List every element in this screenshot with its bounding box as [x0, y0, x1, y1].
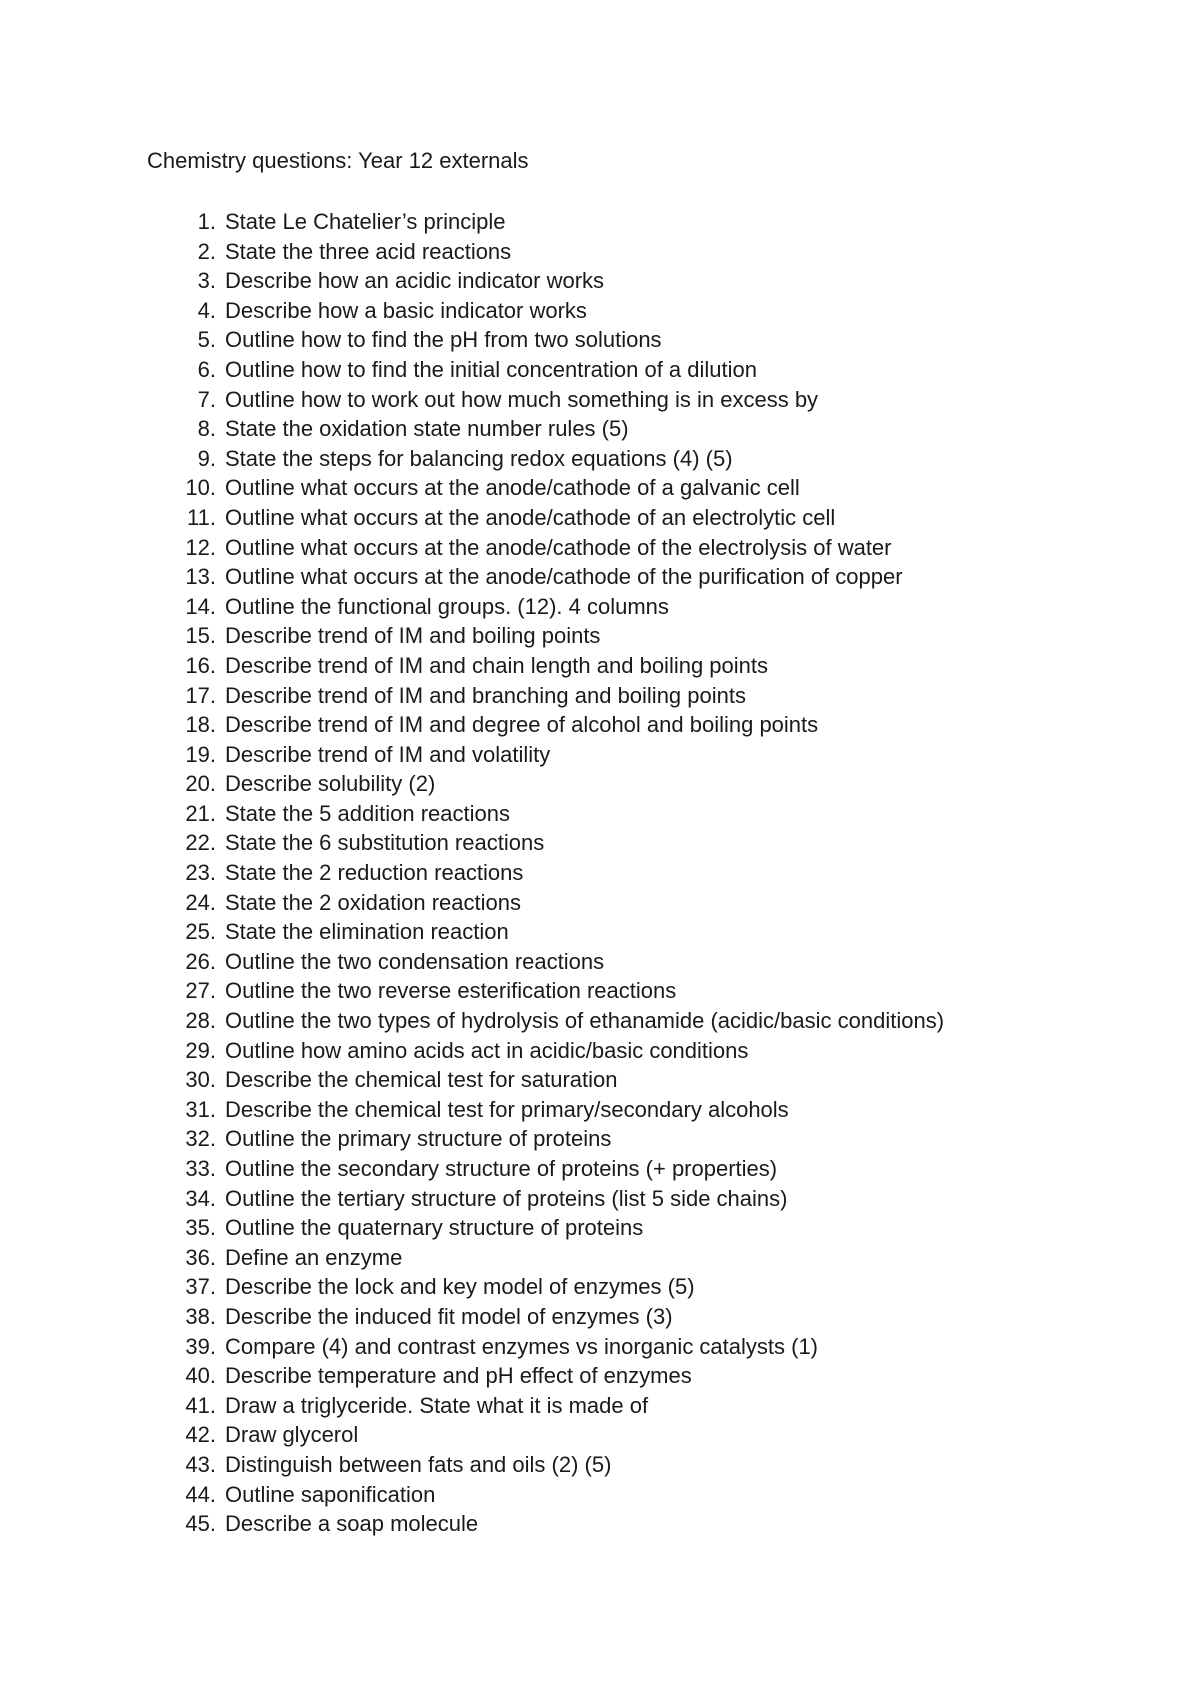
list-item-text: Outline the two reverse esterification reactions — [225, 978, 677, 1004]
list-item-number: 32. — [185, 1126, 216, 1152]
list-item-text: Describe temperature and pH effect of enzymes — [225, 1363, 692, 1389]
list-item-number: 19. — [185, 741, 216, 767]
list-item-number: 16. — [185, 652, 216, 678]
list-item-text: Outline the quaternary structure of proteins — [225, 1215, 644, 1241]
list-item-text: Outline the two condensation reactions — [225, 948, 605, 974]
list-item-text: Describe how a basic indicator works — [225, 297, 587, 323]
list-item-number: 36. — [185, 1244, 216, 1270]
list-item-number: 4. — [197, 297, 216, 323]
list-item-number: 12. — [185, 534, 216, 560]
list-item-text: Describe trend of IM and branching and boiling points — [225, 682, 746, 708]
list-item-text: Describe trend of IM and degree of alcohol and boiling points — [225, 712, 819, 738]
list-item-text: Outline how to find the pH from two solutions — [225, 327, 662, 353]
list-item-number: 21. — [185, 800, 216, 826]
list-item-text: Compare (4) and contrast enzymes vs inorganic catalysts (1) — [225, 1333, 819, 1359]
list-item-text: State the 2 reduction reactions — [225, 860, 524, 886]
list-item-number: 2. — [197, 238, 216, 264]
list-item-number: 39. — [185, 1333, 216, 1359]
list-item-text: Describe the chemical test for primary/secondary alcohols — [225, 1096, 789, 1122]
list-item-text: Describe trend of IM and boiling points — [225, 623, 601, 649]
list-item-text: Outline what occurs at the anode/cathode of a galvanic cell — [225, 475, 800, 501]
list-item-number: 25. — [185, 919, 216, 945]
list-item-text: Outline the functional groups. (12). 4 columns — [225, 593, 669, 619]
list-item-text: State the oxidation state number rules (5) — [225, 416, 629, 442]
list-item-number: 41. — [185, 1392, 216, 1418]
list-item-number: 8. — [197, 416, 216, 442]
list-item-number: 6. — [197, 356, 216, 382]
list-item-number: 23. — [185, 860, 216, 886]
list-item-number: 18. — [185, 712, 216, 738]
list-item-number: 33. — [185, 1156, 216, 1181]
list-item-text: Describe trend of IM and volatility — [225, 741, 551, 767]
list-item-number: 29. — [185, 1037, 216, 1063]
list-item-number: 5. — [197, 327, 216, 353]
list-item-number: 30. — [185, 1067, 216, 1093]
list-item-number: 24. — [185, 889, 216, 915]
list-item-text: State Le Chatelier’s principle — [225, 209, 506, 234]
list-item-text: Outline the primary structure of proteins — [225, 1126, 612, 1152]
list-item-text: State the three acid reactions — [225, 238, 512, 264]
list-item-number: 17. — [185, 682, 216, 708]
list-item-number: 43. — [185, 1451, 216, 1477]
list-item-text: Outline how amino acids act in acidic/basic conditions — [225, 1037, 749, 1063]
list-item-number: 7. — [197, 386, 216, 412]
list-item-text: Describe the chemical test for saturation — [225, 1067, 618, 1093]
list-item-text: Outline how to find the initial concentration of a dilution — [225, 356, 757, 382]
list-item-text: Describe how an acidic indicator works — [225, 268, 605, 294]
list-item-number: 13. — [185, 564, 216, 590]
list-item-text: Describe a soap molecule — [225, 1511, 479, 1537]
list-item-number: 26. — [185, 948, 216, 974]
list-item-number: 11. — [187, 504, 216, 530]
list-item-text: State the elimination reaction — [225, 919, 509, 945]
list-item-text: State the 5 addition reactions — [225, 800, 510, 826]
list-item-text: Define an enzyme — [225, 1244, 403, 1270]
list-item-text: Outline the secondary structure of proteins (+ properties) — [225, 1156, 778, 1181]
list-item-number: 37. — [185, 1274, 216, 1300]
list-item-text: Outline the tertiary structure of proteins (list 5 side chains) — [225, 1185, 788, 1211]
list-item-number: 45. — [185, 1511, 216, 1537]
list-item-text: Describe solubility (2) — [225, 771, 436, 797]
list-item-number: 40. — [185, 1363, 216, 1389]
list-item-number: 14. — [185, 593, 216, 619]
list-item-text: Outline what occurs at the anode/cathode of the electrolysis of water — [225, 534, 892, 560]
list-item-text: State the 6 substitution reactions — [225, 830, 545, 856]
list-item-number: 28. — [185, 1008, 216, 1034]
list-item-number: 9. — [197, 445, 216, 471]
list-item-number: 44. — [185, 1481, 216, 1507]
list-item-number: 10. — [185, 475, 216, 501]
list-item-text: Draw glycerol — [225, 1422, 359, 1448]
list-item-text: Outline saponification — [225, 1481, 436, 1507]
list-item-text: Distinguish between fats and oils (2) (5) — [225, 1451, 612, 1477]
list-item-number: 1. — [197, 209, 216, 234]
list-item-number: 27. — [185, 978, 216, 1004]
list-item-number: 22. — [185, 830, 216, 856]
list-item-number: 3. — [197, 268, 216, 294]
list-item-text: Outline how to work out how much something is in excess by — [225, 386, 819, 412]
list-item-number: 42. — [185, 1422, 216, 1448]
list-item-number: 38. — [185, 1303, 216, 1329]
list-item-text: Draw a triglyceride. State what it is made of — [225, 1392, 649, 1418]
list-item-number: 20. — [185, 771, 216, 797]
list-item-text: Describe the induced fit model of enzymes (3) — [225, 1303, 673, 1329]
list-item-text: Describe trend of IM and chain length and boiling points — [225, 652, 769, 678]
list-item-number: 35. — [185, 1215, 216, 1241]
document-title: Chemistry questions: Year 12 externals — [147, 148, 529, 173]
list-item-text: Outline what occurs at the anode/cathode of the purification of copper — [225, 564, 903, 590]
list-item-number: 15. — [185, 623, 216, 649]
list-item-text: Describe the lock and key model of enzymes (5) — [225, 1274, 695, 1300]
list-item-number: 34. — [185, 1185, 216, 1211]
list-item-text: State the 2 oxidation reactions — [225, 889, 521, 915]
list-item-text: Outline what occurs at the anode/cathode of an electrolytic cell — [225, 504, 836, 530]
list-item-text: State the steps for balancing redox equations (4) (5) — [225, 445, 733, 471]
list-item-text: Outline the two types of hydrolysis of ethanamide (acidic/basic conditions) — [225, 1008, 945, 1034]
list-item-number: 31. — [185, 1096, 216, 1122]
